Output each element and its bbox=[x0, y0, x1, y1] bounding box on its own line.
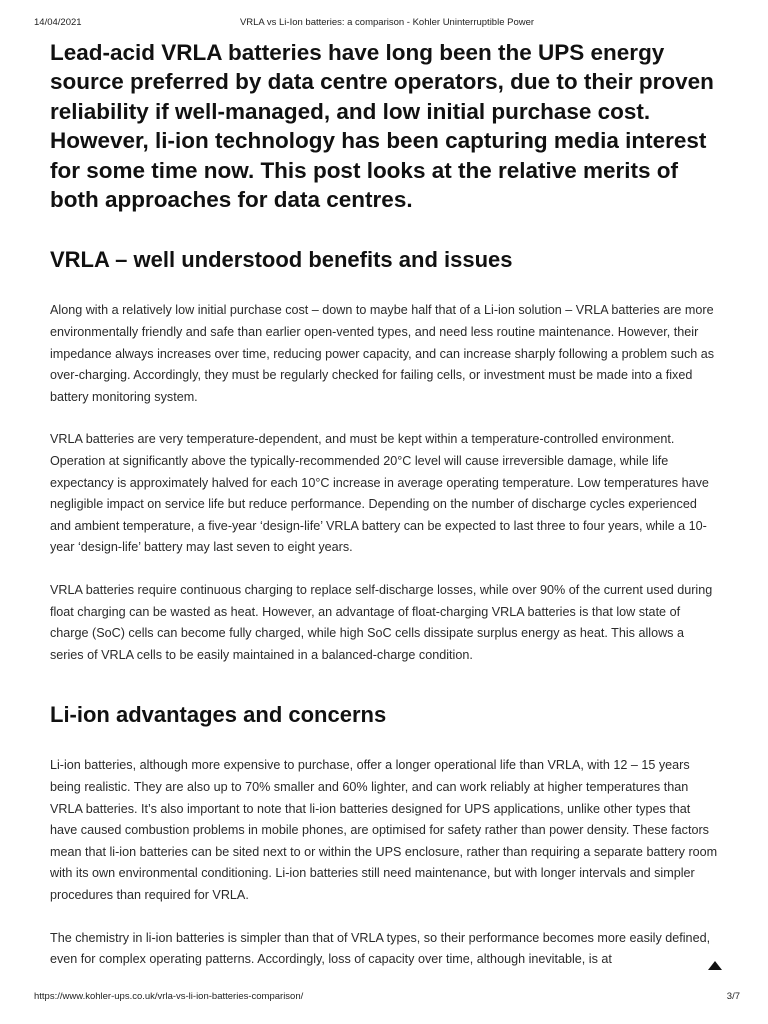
print-header bbox=[34, 17, 740, 31]
print-date: 14/04/2021 bbox=[34, 17, 82, 28]
section-heading-vrla: VRLA – well understood benefits and issues bbox=[50, 247, 513, 273]
paragraph: The chemistry in li-ion batteries is simpler than that of VRLA types, so their performance becomes more easily defined, even for complex operating patterns. Accordingly, loss of capacity over time, although inevitable, is at bbox=[50, 930, 711, 967]
paragraph: VRLA batteries require continuous charging to replace self-discharge losses, while over 90% of the current used during float charging can be wasted as heat. However, an advantage of float-charging VRLA batteries is that low state of charge (SoC) cells can become fully charged, while high SoC cells dissipate surplus energy as heat. This allows a series of VRLA cells to be easily maintained in a balanced-charge condition. bbox=[50, 582, 713, 662]
article-content bbox=[50, 38, 720, 971]
scroll-to-top-icon[interactable] bbox=[708, 961, 722, 970]
paragraph: VRLA batteries are very temperature-dependent, and must be kept within a temperature-controlled environment. Operation at significantly above the typically-recommended 20°C level will cause irreversible damage, while life expectancy is approximately halved for each 10°C increase in average operating temperature. Low temperatures have negligible impact on service life but reduce performance. Depending on the number of discharge cycles experienced and ambient temperature, a five-year ‘design-life’ VRLA battery can be expected to last three to four years, while a 10-year ‘design-life’ battery may last seven to eight years. bbox=[50, 432, 709, 555]
print-url: https://www.kohler-ups.co.uk/vrla-vs-li-ion-batteries-comparison/ bbox=[34, 991, 304, 1002]
print-footer bbox=[34, 991, 740, 1005]
section-heading-li-ion: Li-ion advantages and concerns bbox=[50, 702, 387, 728]
page-number: 3/7 bbox=[726, 991, 740, 1002]
article-lead: Lead-acid VRLA batteries have long been the UPS energy source preferred by data centre operators, due to their proven reliability if well-managed, and low initial purchase cost. However, li-ion technology has been capturing media interest for some time now. This post looks at the relative merits of both approaches for data centres. bbox=[50, 40, 714, 213]
print-page-title: VRLA vs Li-Ion batteries: a comparison - Kohler Uninterruptible Power bbox=[239, 17, 535, 28]
paragraph: Li-ion batteries, although more expensive to purchase, offer a longer operational life than VRLA, with 12 – 15 years being realistic. They are also up to 70% smaller and 60% lighter, and can work reliably at higher temperatures than VRLA batteries. It’s also important to note that li-ion batteries designed for UPS applications, unlike other types that have caused combustion problems in mobile phones, are optimised for safety rather than power density. These factors mean that li-ion batteries can be sited next to or within the UPS enclosure, rather than requiring a separate battery room with its own environmental conditioning. Li-ion batteries still need maintenance, but with longer intervals and simpler procedures than required for VRLA. bbox=[50, 758, 718, 902]
paragraph: Along with a relatively low initial purchase cost – down to maybe half that of a Li-ion solution – VRLA batteries are more environmentally friendly and safe than earlier open-vented types, and need less routine maintenance. However, their impedance always increases over time, reducing power capacity, and can increase sharply following a problem such as over-charging. Accordingly, they must be regularly checked for failing cells, or investment must be made into a fixed battery monitoring system. bbox=[50, 303, 715, 404]
